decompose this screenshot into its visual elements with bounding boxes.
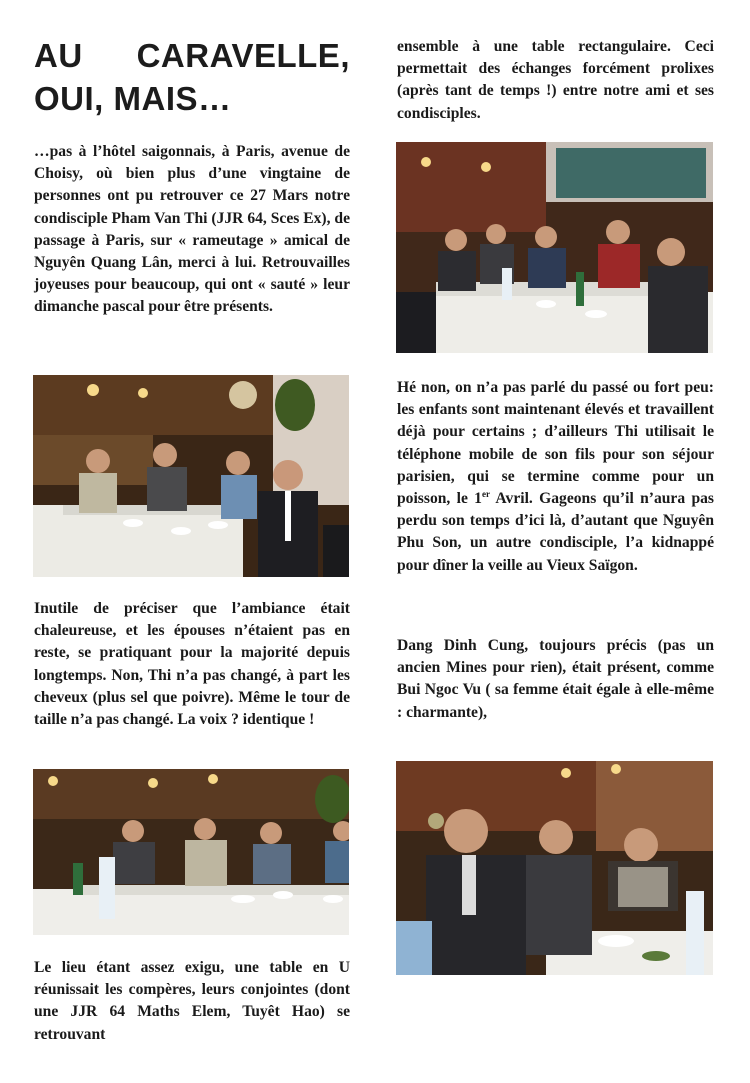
photo-three-guests	[396, 761, 713, 975]
paragraph-ambiance: Inutile de préciser que l’ambiance était chaleureuse, et les épouses n’étaient pas en reste, se pratiquant pour la majorité depuis longtemps. Non, Thi n’a pas changé, à part les cheveux (plus sel que poivre). Même le tour de taille n’a pas changé. La voix ? identique !	[34, 600, 350, 729]
photo-rectangular-table	[396, 142, 713, 353]
photo-u-shaped-table	[33, 769, 349, 935]
paragraph-intro: …pas à l’hôtel saigonnais, à Paris, avenue de Choisy, où bien plus d’une vingtaine de personnes ont pu retrouver ce 27 Mars notre condisciple Pham Van Thi (JJR 64, Sces Ex), de passage à Paris, sur « rameutage » amical de Nguyên Quang Lân, merci à lui. Retrouvailles joyeuses pour beaucoup, qui ont « sauté » leur dimanche pascal pour être présents.	[34, 143, 350, 316]
article-title: AU CARAVELLE, OUI, MAIS…	[34, 37, 350, 117]
paragraph-not-the-past-b: Avril. Gageons qu’il n’aura pas perdu son temps d’ici là, d’autant que Nguyên Phu Son, un autre condisciple, l’a kidnappé pour dîner la veille au Vieux Saïgon.	[397, 490, 714, 574]
photo-group-at-table	[33, 375, 349, 577]
paragraph-not-the-past	[397, 377, 714, 577]
paragraph-not-the-past-a: Hé non, on n’a pas parlé du passé ou fort peu: les enfants sont maintenant élevés et travaillent déjà pour certains ; d’ailleurs Thi utilisait le téléphone mobile de son fils pour son séjour parisien, qui se termine comme pour un poisson, le 1	[397, 379, 714, 508]
superscript-er: er	[481, 488, 490, 499]
paragraph-u-table: Le lieu étant assez exigu, une table en U réunissait les compères, leurs conjointes (dont une JJR 64 Maths Elem, Tuyêt Hao) se retrouvant	[34, 959, 350, 1043]
paragraph-rectangular-table: ensemble à une table rectangulaire. Ceci permettait des échanges forcément prolixes (après tant de temps !) entre notre ami et ses condisciples.	[397, 38, 714, 122]
paragraph-dang-dinh-cung: Dang Dinh Cung, toujours précis (pas un ancien Mines pour rien), était présent, comme Bui Ngoc Vu ( sa femme était égale à elle-même : charmante),	[397, 637, 714, 721]
